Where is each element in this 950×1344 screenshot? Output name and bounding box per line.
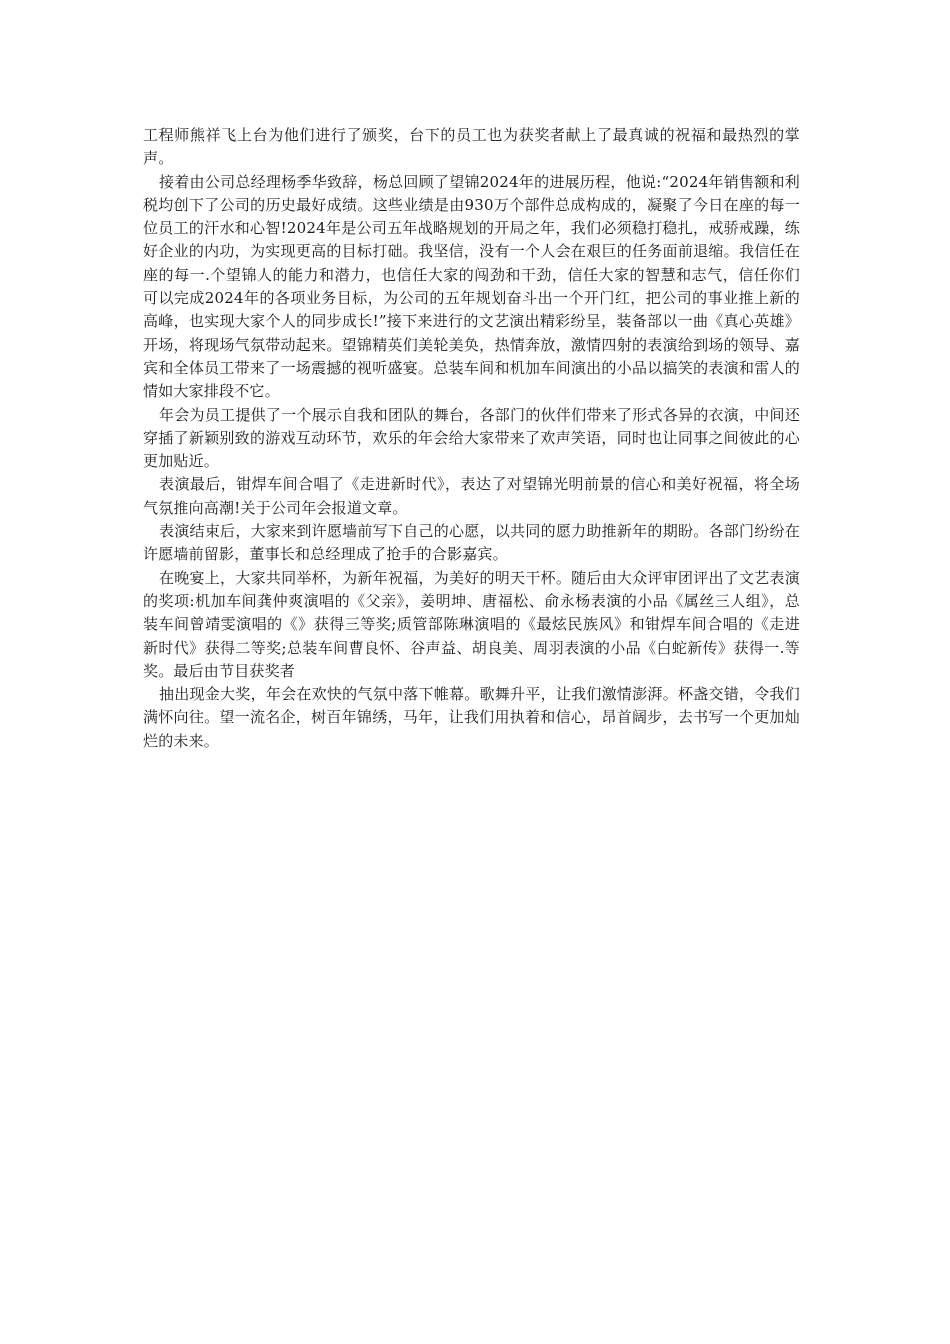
paragraph-banquet-awards: 在晚宴上，大家共同举杯，为新年祝福，为美好的明天干杯。随后由大众评审团评出了文艺表演的奖项:机加车间龚仲爽演唱的《父亲》，姜明坤、唐福松、俞永杨表演的小品《属丝三人组》，总装车间曾靖雯演唱的《》获得三等奖;质管部陈琳演唱的《最炫民族风》和钳焊车间合唱的《走进新时代》获得二等奖;总装车间曹良怀、谷声益、胡良美、周羽表演的小品《白蛇新传》获得一.等奖。最后由节目获奖者 xyxy=(143,568,800,680)
paragraph-final-performance: 表演最后，钳焊车间合唱了《走进新时代》，表达了对望锦光明前景的信心和美好祝福，将全场气氛推向高潮!关于公司年会报道文章。 xyxy=(143,475,800,517)
paragraph-award-ceremony: 工程师熊祥飞上台为他们进行了颁奖，台下的员工也为获奖者献上了最真诚的祝福和最热烈的掌声。 xyxy=(143,126,800,168)
paragraph-annual-stage: 年会为员工提供了一个展示自我和团队的舞台，各部门的伙伴们带来了形式各异的衣演，中间还穿插了新颖别致的游戏互动环节，欢乐的年会给大家带来了欢声笑语，同时也让同事之间彼此的心更加贴近。 xyxy=(143,405,800,471)
article-body xyxy=(143,124,800,753)
paragraph-wish-wall: 表演结束后，大家来到许愿墙前写下自己的心愿，以共同的愿力助推新年的期盼。各部门纷纷在许愿墙前留影，董事长和总经理成了抢手的合影嘉宾。 xyxy=(143,522,800,564)
paragraph-gm-speech: 接着由公司总经理杨季华致辞，杨总回顾了望锦2024年的进展历程，他说:“2024年销售额和利税均创下了公司的历史最好成绩。这些业绩是由930万个部件总成构成的，凝聚了今日在座的每一位员工的汗水和心智!2024年是公司五年战略规划的开局之年，我们必须稳打稳扎，戒骄戒躁，练好企业的内功，为实现更高的目标打础。我坚信，没有一个人会在艰巨的任务面前退缩。我信任在座的每一.个望锦人的能力和潜力，也信任大家的闯劲和干劲，信任大家的智慧和志气，信任你们可以完成2024年的各项业务目标，为公司的五年规划奋斗出一个开门红，把公司的事业推上新的高峰，也实现大家个人的同步成长!”接下来进行的文艺演出精彩纷呈，装备部以一曲《真心英雄》开场，将现场气氛带动起来。望锦精英们美轮美奂，热情奔放，激情四射的表演给到场的领导、嘉宾和全体员工带来了一场震撼的视听盛宴。总装车间和机加车间演出的小品以搞笑的表演和雷人的情如大家排段不它。 xyxy=(143,172,800,401)
paragraph-closing: 抽出现金大奖，年会在欢快的气氛中落下帷幕。歌舞升平，让我们激情澎湃。杯盏交错，令我们满怀向往。望一流名企，树百年锦绣，马年，让我们用执着和信心，昂首阔步，去书写一个更加灿烂的未来。 xyxy=(143,685,800,750)
